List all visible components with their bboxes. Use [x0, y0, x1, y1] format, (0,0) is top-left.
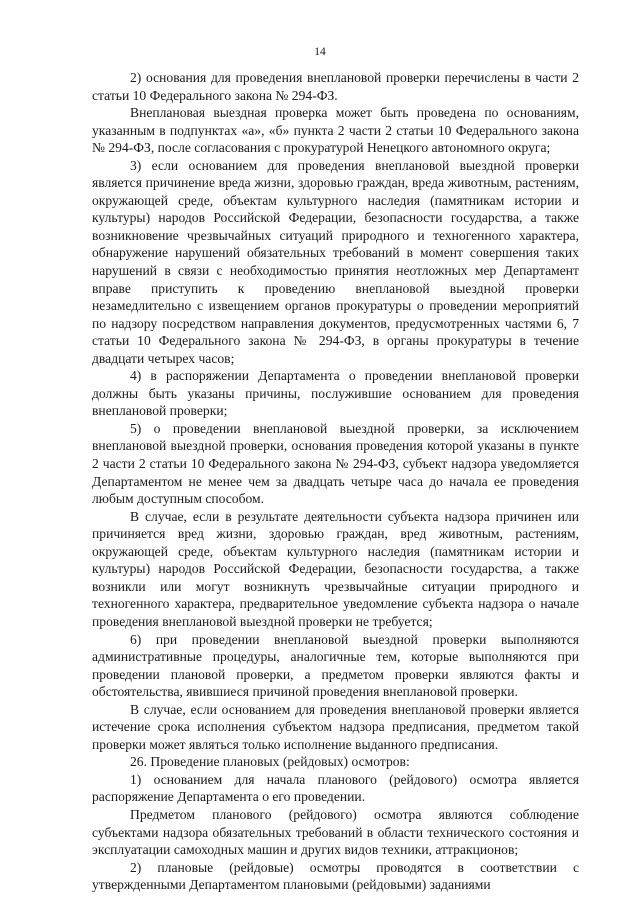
paragraph: 5) о проведении внеплановой выездной проверки, за исключением внеплановой выездной проверки, основания проведения которой указаны в пункте 2 части 2 статьи 10 Федерального закона № 294-ФЗ, субъект надзора уведомляется Департаментом не менее чем за двадцать четыре часа до начала ее проведения любым доступным способом.: [92, 420, 579, 507]
paragraph: 1) основанием для начала планового (рейдового) осмотра является распоряжение Департамента о его проведении.: [92, 771, 579, 805]
paragraph: Предметом планового (рейдового) осмотра являются соблюдение субъектами надзора обязательных требований в области технического состояния и эксплуатации самоходных машин и других видов техники, аттракционов;: [92, 806, 579, 858]
paragraph: В случае, если в результате деятельности субъекта надзора причинен или причиняется вред жизни, здоровью граждан, вред животным, растениям, окружающей среде, объектам культурного наследия (памятникам истории и культуры) народов Российской Федерации, безопасности государства, а также возникли или могут возникнуть чрезвычайные ситуации природного и техногенного характера, предварительное уведомление субъекта надзора о начале проведения внеплановой выездной проверки не требуется;: [92, 508, 579, 629]
paragraph: Внеплановая выездная проверка может быть проведена по основаниям, указанным в подпунктах «а», «б» пункта 2 части 2 статьи 10 Федерального закона № 294-ФЗ, после согласования с прокуратурой Ненецкого автономного округа;: [92, 105, 579, 156]
paragraph: 2) основания для проведения внеплановой проверки перечислены в части 2 статьи 10 Федерального закона № 294-ФЗ.: [92, 70, 579, 103]
paragraph: 26. Проведение плановых (рейдовых) осмотров:: [130, 754, 410, 770]
page-number: 14: [314, 46, 326, 58]
document-body: [92, 69, 579, 894]
paragraph: В случае, если основанием для проведения внеплановой проверки является истечение срока исполнения субъектом надзора предписания, предметом такой проверки может являться только исполнение выданного предписания.: [92, 701, 579, 752]
paragraph: 2) плановые (рейдовые) осмотры проводятся в соответствии с утвержденными Департаментом плановыми (рейдовыми) заданиями: [92, 859, 579, 893]
paragraph: 6) при проведении внеплановой выездной проверки выполняются административные процедуры, аналогичные тем, которые выполняются при проведении плановой проверки, а предметом проверки являются факты и обстоятельства, явившиеся причиной проведения внеплановой проверки.: [92, 631, 579, 700]
paragraph: 4) в распоряжении Департамента о проведении внеплановой проверки должны быть указаны причины, послужившие основанием для проведения внеплановой проверки;: [92, 368, 579, 419]
paragraph: 3) если основанием для проведения внеплановой выездной проверки является причинение вреда жизни, здоровью граждан, вреда животным, растениям, окружающей среде, объектам культурного наследия (памятникам истории и культуры) народов Российской Федерации, безопасности государства, а также возникновение чрезвычайных ситуаций природного и техногенного характера, обнаружение нарушений обязательных требований в момент совершения таких нарушений в связи с необходимостью принятия неотложных мер Департамент вправе приступить к проведению внеплановой выездной проверки незамедлительно с извещением органов прокуратуры о проведении мероприятий по надзору посредством направления документов, предусмотренных частями 6, 7 статьи 10 Федерального закона № 294-ФЗ, в органы прокуратуры в течение двадцати четырех часов;: [92, 157, 579, 366]
